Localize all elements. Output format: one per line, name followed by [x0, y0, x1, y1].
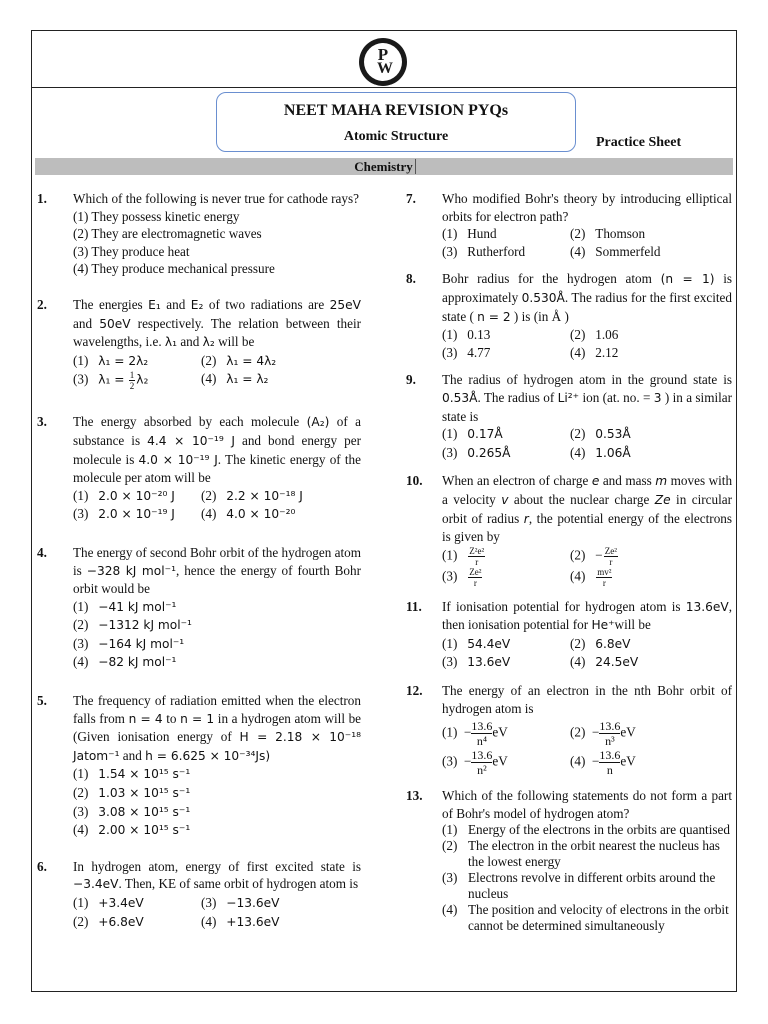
option[interactable]: (1) 0.13 [442, 327, 491, 343]
option[interactable]: (2) 2.2 × 10⁻¹⁸ J [201, 487, 303, 503]
question-4: 4. The energy of second Bohr orbit of the hydrogen atom is −328 kJ mol⁻¹, hence the energy of fourth Bohr orbit would be (1) −41 kJ mol⁻¹ (2) −1312 kJ mol⁻¹ (3) −164 kJ mol⁻¹ (4) −82 kJ mol⁻¹ [37, 544, 361, 672]
option[interactable]: (4) 2.12 [570, 344, 619, 360]
question-5: 5. The frequency of radiation emitted when the electron falls from n = 4 to n = 1 in a hydrogen atom will be (Given ionisation energy of H = 2.18 × 10⁻¹⁸ Jatom⁻¹ and h = 6.625 × 10⁻³⁴Js) (1) 1.54 × 10¹⁵ s⁻¹ (2) 1.03 × 10¹⁵ s⁻¹ (3) 3.08 × 10¹⁵ s⁻¹ (4) 2.00 × 10¹⁵ s⁻¹ [37, 692, 361, 840]
question-8: 8. Bohr radius for the hydrogen atom (n = 1) is approximately 0.530Å. The radius for the first excited state ( n = 2 ) is (in Å ) (1) 0.13 (2) 1.06 (3) 4.77 (4) 2.12 [406, 271, 732, 360]
option[interactable]: (1) Energy of the electrons in the orbits are quantised [442, 822, 730, 838]
pw-logo [358, 37, 408, 87]
option[interactable]: (1) 2.0 × 10⁻²⁰ J [73, 487, 175, 503]
question-1: 1. Which of the following is never true for cathode rays? (1) They possess kinetic energy (2) They are electromagnetic waves (3) They produce heat (4) They produce mechanical pressure [37, 191, 359, 277]
option[interactable]: (4) +13.6eV [201, 913, 280, 929]
option[interactable]: (2) 1.06 [570, 327, 619, 343]
option[interactable]: (4) The position and velocity of electrons in the orbit cannot be determined simultaneously [442, 902, 729, 934]
option[interactable]: (3) 13.6eV [442, 654, 511, 670]
option[interactable]: (1) +3.4eV [73, 895, 144, 910]
option[interactable]: (4) 24.5eV [570, 654, 639, 670]
right-column [406, 190, 732, 934]
option[interactable]: (3) − $\frac{13.6}{\text{n²}}$ eV [442, 748, 508, 778]
option[interactable]: (4) 4.0 × 10⁻²⁰ [201, 506, 296, 522]
option[interactable]: (1) Hund [442, 226, 497, 242]
option[interactable]: (2) 6.8eV [570, 635, 631, 651]
option[interactable]: (1) − $\frac{13.6}{\text{n⁴}}$ eV [442, 719, 508, 749]
logo-p: P [377, 45, 389, 64]
option[interactable]: (3) 0.265Å [442, 444, 511, 460]
option[interactable]: (4) Sommerfeld [570, 243, 661, 259]
title-box [216, 92, 576, 152]
option[interactable]: (1) 1.54 × 10¹⁵ s⁻¹ [73, 766, 191, 782]
left-column [37, 190, 361, 931]
option[interactable]: (4) 1.06Å [570, 444, 631, 460]
option[interactable]: (2) λ₁ = 4λ₂ [201, 352, 277, 368]
option[interactable]: (1) They possess kinetic energy [73, 208, 240, 224]
question-9: 9. The radius of hydrogen atom in the ground state is 0.53Å. The radius of Li²⁺ ion (at. no. = 3 ) in a similar state is (1) 0.17Å (2) 0.53Å (3) 0.265Å (4) 1.06Å [406, 371, 732, 462]
option[interactable]: (3) −164 kJ mol⁻¹ [73, 635, 185, 651]
question-7: 7. Who modified Bohr's theory by introducing elliptical orbits for electron path? (1) Hund (2) Thomson (3) Rutherford (4) Sommerfeld [406, 191, 732, 259]
option[interactable]: (4) $\frac{\text{mv²}}{r}$ [570, 566, 612, 588]
option[interactable]: (4) They produce mechanical pressure [73, 261, 275, 277]
logo-w: W [377, 60, 393, 77]
option[interactable]: (3) 2.0 × 10⁻¹⁹ J [73, 506, 175, 522]
question-12: 12. The energy of an electron in the nth Bohr orbit of hydrogen atom is (1) − $\frac{13.6}{\text{n⁴}}$ eV (2) − $\frac{13.6}{\text{n³}}$ eV (3) − $\frac{13.6}{\text{n²}}$ eV (4) − $\frac{13.6}{n}$ eV [406, 683, 732, 778]
question-6: 6. In hydrogen atom, energy of first excited state is −3.4eV. Then, KE of same orbit of hydrogen atom is (1) +3.4eV (3) −13.6eV (2) +6.8eV (4) +13.6eV [37, 858, 361, 931]
question-3: 3. The energy absorbed by each molecule (A₂) of a substance is 4.4 × 10⁻¹⁹ J and bond energy per molecule is 4.0 × 10⁻¹⁹ J. The kinetic energy of the molecule per atom will be (1) 2.0 × 10⁻²⁰ J (2) 2.2 × 10⁻¹⁸ J (3) 2.0 × 10⁻¹⁹ J (4) 4.0 × 10⁻²⁰ [37, 413, 361, 524]
option[interactable]: (2) −1312 kJ mol⁻¹ [73, 617, 192, 633]
option[interactable]: (2) Thomson [570, 226, 646, 242]
option[interactable]: (3) 4.77 [442, 344, 491, 360]
option[interactable]: (3) Rutherford [442, 243, 526, 259]
option[interactable]: (1) 54.4eV [442, 635, 511, 651]
subject-label: Chemistry [352, 159, 416, 174]
option[interactable]: (4) 2.00 × 10¹⁵ s⁻¹ [73, 822, 191, 838]
subject-bar [35, 158, 733, 175]
practice-label: Practice Sheet [596, 135, 682, 150]
option[interactable]: (2) +6.8eV [73, 913, 144, 929]
option[interactable]: (2) They are electromagnetic waves [73, 226, 262, 242]
question-11: 11. If ionisation potential for hydrogen atom is 13.6eV, then ionisation potential for He⁺will be (1) 54.4eV (2) 6.8eV (3) 13.6eV (4) 24.5eV [406, 598, 732, 672]
option[interactable]: (4) − $\frac{13.6}{n}$ eV [570, 748, 636, 778]
option[interactable]: (2) − $\frac{\text{Ze²}}{r}$ [570, 545, 617, 567]
option[interactable]: (2) 1.03 × 10¹⁵ s⁻¹ [73, 785, 191, 801]
sheet-title: NEET MAHA REVISION PYQs [283, 102, 509, 119]
option[interactable]: (3) They produce heat [73, 243, 190, 259]
option[interactable]: (3) −13.6eV [201, 895, 280, 910]
option[interactable]: (2) 0.53Å [570, 426, 631, 442]
question-2: 2. The energies E₁ and E₂ of two radiations are 25eV and 50eV respectively. The relation between their wavelengths, i.e. λ₁ and λ₂ will be (1) λ₁ = 2λ₂ (2) λ₁ = 4λ₂ (3) λ₁ = $\frac{1}{2}$ λ₂ (4) λ₁ = λ₂ [37, 296, 362, 392]
option[interactable]: (2) − $\frac{13.6}{\text{n³}}$ eV [570, 719, 636, 749]
option[interactable]: (1) 0.17Å [442, 426, 503, 442]
option[interactable]: (3) 3.08 × 10¹⁵ s⁻¹ [73, 803, 191, 819]
option[interactable]: (3) $\frac{\text{Ze²}}{r}$ [442, 566, 482, 588]
question-13: 13. Which of the following statements do not form a part of Bohr's model of hydrogen atom? (1) Energy of the electrons in the orbits are quantised (2) The electron in the orbit nearest the nucleus has the lowest energy (3) Electrons revolve in different orbits around the nucleus (4) The position and velocity of electrons in the orbit cannot be determined simultaneously [406, 788, 732, 934]
option[interactable]: (1) λ₁ = 2λ₂ [73, 352, 149, 368]
option[interactable]: (4) −82 kJ mol⁻¹ [73, 654, 177, 670]
option[interactable]: (3) λ₁ = $\frac{1}{2}$ λ₂ [73, 370, 149, 392]
option[interactable]: (4) λ₁ = λ₂ [201, 371, 269, 387]
header-divider [31, 87, 737, 88]
topic-title: Atomic Structure [343, 129, 449, 144]
option[interactable]: (1) −41 kJ mol⁻¹ [73, 598, 177, 614]
option[interactable]: (1) $\frac{\text{Z²e²}}{r}$ [442, 545, 485, 567]
option[interactable]: (3) Electrons revolve in different orbits around the nucleus [442, 870, 716, 902]
question-10: 10. When an electron of charge e and mass m moves with a velocity v about the nuclear charge Ze in circular orbit of radius r, the potential energy of the electrons is given by (1) $\frac{\text{Z²e²}}{r}$ (2) − $\frac{\text{Ze²}}{r}$ (3) $\frac{\text{Ze²}}{r}$ (4) $\frac{\text{mv²}}{r}$ [406, 473, 733, 588]
option[interactable]: (2) The electron in the orbit nearest the nucleus has the lowest energy [442, 838, 720, 870]
